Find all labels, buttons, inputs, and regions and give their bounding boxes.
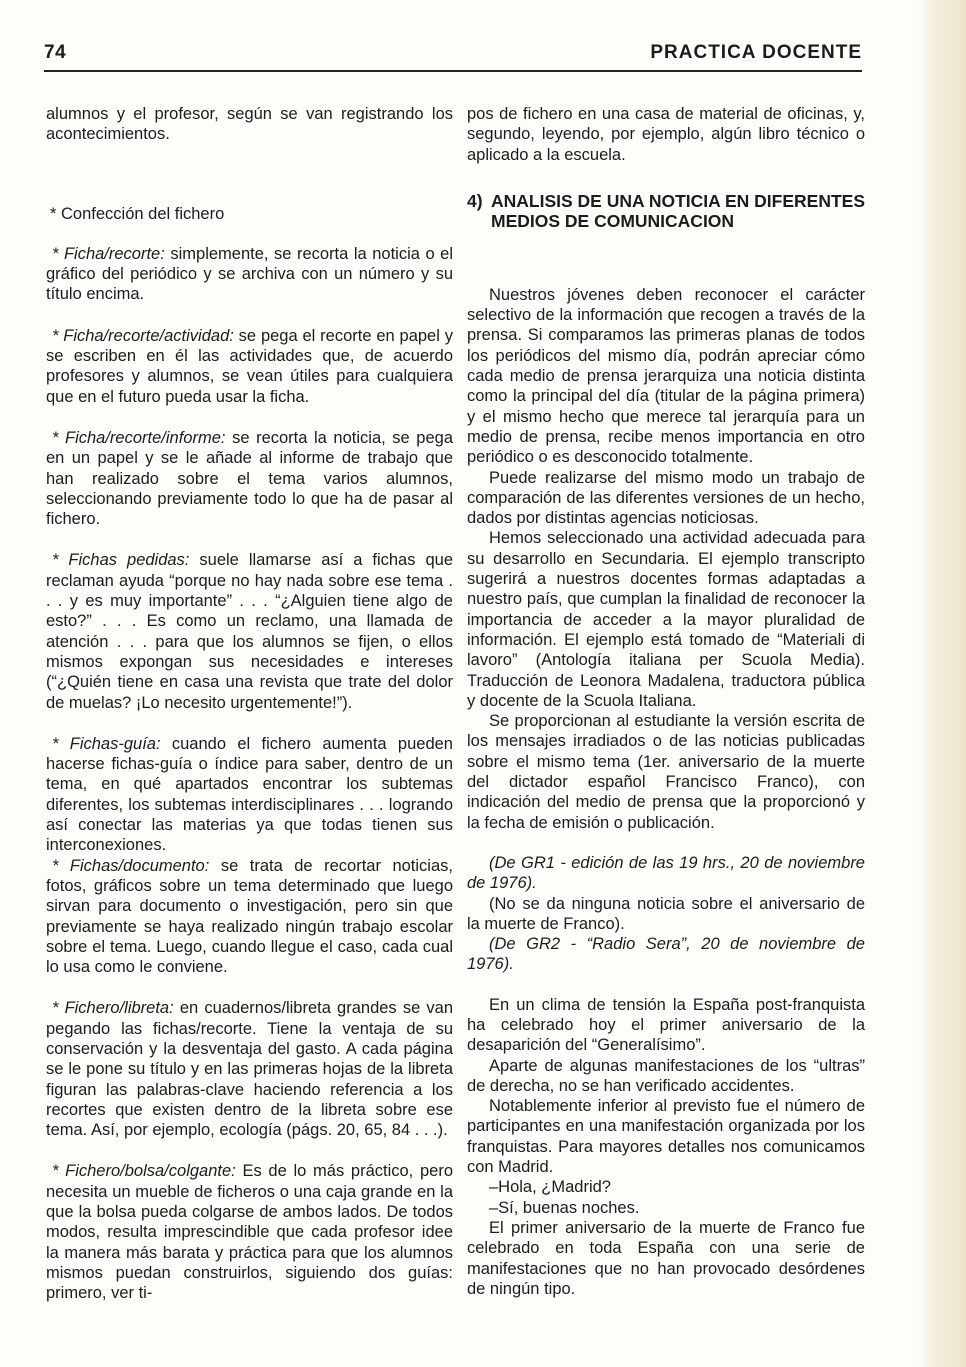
page-edge-shadow (918, 0, 966, 1367)
list-item (46, 1161, 453, 1303)
item-text: Es de lo más práctico, pero necesita un mueble de ficheros o una caja grande en la que la bolsa pueda colgarse de ambos lados. De todos modos, resulta imprescindible que cada profesor idee la manera más barata y práctica para que los alumnos mismos puedan construirlos, siguiendo dos guías: primero, ver ti- (46, 1162, 453, 1303)
item-text: se pega el recorte en papel y se escriben en él las actividades que, de acuerdo profesores y alumnos, se vean útiles para cualquiera que en el futuro pueda usar la ficha. (46, 326, 453, 406)
source-citation: (De GR2 - “Radio Sera”, 20 de noviembre de 1976). (467, 935, 865, 974)
list-item (46, 734, 453, 856)
source-note: (No se da ninguna noticia sobre el aniversario de la muerte de Franco). (467, 894, 865, 933)
list-item (46, 428, 453, 529)
section-heading (467, 191, 865, 232)
item-text: se trata de recortar noticias, fotos, gráficos sobre un tema determinado que luego sirvan para documento o investigación, pero sin que previamente se haya realizado ningún trabajo escolar sobre el tema. Luego, cuando llegue el caso, cada cual lo usa como le conviene. (46, 856, 453, 977)
body-paragraph: Hemos seleccionado una actividad adecuada para su desarrollo en Secundaria. El ejemplo transcripto sugerirá a nuestros docentes formas adaptadas a nuestro país, que cumplan la finalidad de reconocer la importancia de acceder a la mayor pluralidad de información. El ejemplo está tomado de “Materiali di lavoro” (Antología italiana per Scuola Media). Traducción de Leonora Madalena, traductora pública y docente de la Scuola Italiana. (467, 529, 865, 710)
list-item (46, 856, 453, 978)
item-label: * Fichas/documento: (52, 856, 210, 875)
dialogue-line: –Hola, ¿Madrid? (489, 1178, 611, 1197)
item-text: cuando el fichero aumenta pueden hacerse fichas-guía o índice para saber, dentro de un tema, en qué apartados encontrar los subtemas diferentes, los subtemas interdisciplinares . . . logrando así conectar las materias ya que todas tienen sus interconexiones. (46, 734, 453, 855)
transcript-paragraph: El primer aniversario de la muerte de Franco fue celebrado en toda España con una serie de manifestaciones que no han provocado desórdenes de ningún tipo. (467, 1218, 865, 1298)
section-number: 4) (467, 190, 483, 211)
body-paragraph: Nuestros jóvenes deben reconocer el carácter selectivo de la información que recogen a través de la prensa. Si comparamos las primeras planas de todos los periódicos del mismo día, podrán apreciar cómo cada medio de prensa jerarquiza una noticia distinta como la principal del día (titular de la página primera) y el mismo hecho que merece tal jerarquía para un medio de prensa, recibe menos importancia en otro periódico o es desconocido totalmente. (467, 285, 865, 467)
paragraph-continued: alumnos y el profesor, según se van registrando los acontecimientos. (46, 105, 453, 144)
section-title: ANALISIS DE UNA NOTICIA EN DIFERENTES MEDIOS DE COMUNICACION (491, 190, 866, 232)
body-paragraph: Se proporcionan al estudiante la versión escrita de los mensajes irradiados o de las noticias publicadas sobre el mismo tema (1er. aniversario de la muerte del dictador español Francisco Franco), con indicación del medio de prensa que la proporcionó y la fecha de emisión o publicación. (467, 712, 865, 832)
item-text: suele llamarse así a fichas que reclaman ayuda “porque no hay nada sobre ese tema . . . y es muy importante” . . . “¿Alguien tiene algo de esto?” . . . Es como un reclamo, una llamada de atención . . . para que los alumnos se fijen, o ellos mismos expongan sus necesidades e intereses (“¿Quién tiene en casa una revista que trate del dolor de muelas? ¡Lo necesito urgentemente!”). (46, 551, 453, 712)
list-item (46, 244, 453, 305)
item-label: * Ficha/recorte/informe: (52, 428, 226, 447)
list-item (46, 326, 453, 407)
item-label: * Fichas-guía: (52, 734, 161, 753)
item-label: * Ficha/recorte/actividad: (52, 326, 234, 345)
page-header (44, 40, 862, 72)
transcript-paragraph: En un clima de tensión la España post-franquista ha celebrado hoy el primer aniversario de la desaparición del “Generalísimo”. (467, 995, 865, 1055)
subsection-heading: * Confección del fichero (50, 204, 225, 223)
list-item (46, 998, 453, 1140)
item-label: * Fichero/libreta: (52, 999, 174, 1018)
item-label: * Ficha/recorte: (52, 244, 165, 263)
body-paragraph: Puede realizarse del mismo modo un trabajo de comparación de las diferentes versiones de un hecho, dados por distintas agencias noticiosas. (467, 468, 865, 528)
item-text: en cuadernos/libreta grandes se van pegando las fichas/recorte. Tiene la ventaja de su conservación y la desventaja del gasto. A cada página se le pone su título y en las primeras hojas de la libreta figuran las palabras-clave haciendo referencia a los recortes que existen dentro de la libreta sobre ese tema. Así, por ejemplo, ecología (págs. 20, 65, 84 . . .). (46, 999, 453, 1140)
running-head: PRACTICA DOCENTE (650, 42, 862, 63)
item-text: simplemente, se recorta la noticia o el gráfico del periódico y se archiva con un número y su título encima. (46, 244, 453, 304)
page-number: 74 (44, 42, 67, 63)
right-column (467, 104, 865, 1299)
item-label: * Fichas pedidas: (52, 551, 190, 570)
source-citation: (De GR1 - edición de las 19 hrs., 20 de noviembre de 1976). (467, 853, 865, 893)
transcript-paragraph: Aparte de algunas manifestaciones de los “ultras” de derecha, no se han verificado accidentes. (467, 1056, 865, 1095)
item-label: * Fichero/bolsa/colgante: (52, 1162, 236, 1181)
left-column (46, 104, 453, 1304)
dialogue-line: –Sí, buenas noches. (489, 1198, 640, 1217)
list-item (46, 550, 453, 712)
item-text: se recorta la noticia, se pega en un papel y se le añade al informe de trabajo que han realizado sobre el tema varios alumnos, seleccionando previamente todo lo que ha de pasar al fichero. (46, 428, 453, 529)
paragraph-continued: pos de fichero en una casa de material de oficinas, y, segundo, leyendo, por ejemplo, algún libro técnico o aplicado a la escuela. (467, 105, 865, 164)
transcript-paragraph: Notablemente inferior al previsto fue el número de participantes en una manifestación organizada por los franquistas. Para mayores detalles nos comunicamos con Madrid. (467, 1097, 865, 1177)
